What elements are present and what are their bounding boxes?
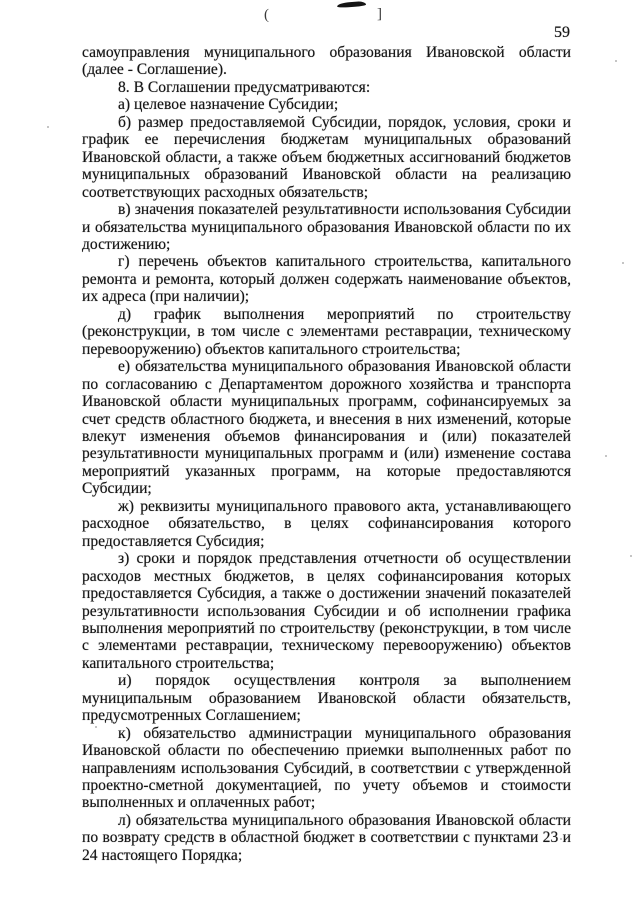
scan-noise-dot (47, 126, 49, 128)
scan-artifact-left-mark: ( (264, 7, 269, 23)
scan-noise-dot (615, 60, 617, 62)
paragraph-item-k: к) обязательство администрации муниципального образования Ивановской области по обеспечению приемки выполненных работ по направлениям использования Субсидий, в соответствии с утвержденной проектно-сметной документацией, по учету объемов и стоимости выполненных и оплаченных работ; (82, 724, 571, 812)
paragraph-item-d: д) график выполнения мероприятий по строительству (реконструкции, в том числе с элементами реставрации, техническому перевооружению) объектов капитального строительства; (82, 305, 571, 358)
paragraph-continuation: самоуправления муниципального образования Ивановской области (далее - Соглашение). (82, 44, 571, 79)
paragraph-item-zh: ж) реквизиты муниципального правового акта, устанавливающего расходное обязательство, в целях софинансирования которого предоставляется Субсидия; (82, 497, 571, 550)
paragraph-item-i: и) порядок осуществления контроля за выполнением муниципальным образованием Ивановской области обязательств, предусмотренных Соглашением; (82, 672, 571, 725)
paragraph-item-z: з) сроки и порядок представления отчетности об осуществлении расходов местных бюджетов, в целях софинансирования которых предоставляется Субсидия, а также о достижении значений показателей результативности использования Субсидии и об исполнении графика выполнения мероприятий по строительству (реконструкции, в том числе с элементами реставрации, техническому перевооружению) объектов капитального строительства; (82, 550, 571, 672)
scan-noise-dot (622, 262, 624, 264)
document-body (82, 44, 571, 864)
paragraph-item-e: е) обязательства муниципального образования Ивановской области по согласованию с Департаментом дорожного хозяйства и транспорта Ивановской области муниципальных программ, софинансируемых за счет средств областного бюджета, и внесения в них изменений, которые влекут изменения объемов финансирования и (или) показателей результативности муниципальных программ и (или) изменение состава мероприятий указанных программ, на которые предоставляются Субсидии; (82, 358, 571, 498)
paragraph-item-v: в) значения показателей результативности использования Субсидии и обязательства муниципального образования Ивановской области по их достижению; (82, 201, 571, 253)
paragraph-item-g: г) перечень объектов капитального строительства, капитального ремонта и ремонта, который должен содержать наименование объектов, их адреса (при наличии); (82, 253, 571, 306)
scan-artifact-dash (337, 1, 366, 8)
scan-noise-dot (605, 455, 607, 457)
paragraph-item-a: а) целевое назначение Субсидии; (118, 96, 339, 114)
paragraph-item-8: 8. В Соглашении предусматриваются: (118, 78, 371, 96)
scan-artifact-right-mark: ] (377, 6, 382, 22)
paragraph-item-b: б) размер предоставляемой Субсидии, порядок, условия, сроки и график ее перечисления бюджетам муниципальных образований Ивановской области, а также объем бюджетных ассигнований бюджетов муниципальных образований Ивановской области на реализацию соответствующих расходных обязательств; (82, 113, 571, 201)
scan-noise-dot (630, 555, 632, 557)
page-number: 59 (554, 24, 570, 41)
paragraph-item-l: л) обязательства муниципального образования Ивановской области по возврату средств в областной бюджет в соответствии с пунктами 23 и 24 настоящего Порядка; (82, 811, 571, 864)
